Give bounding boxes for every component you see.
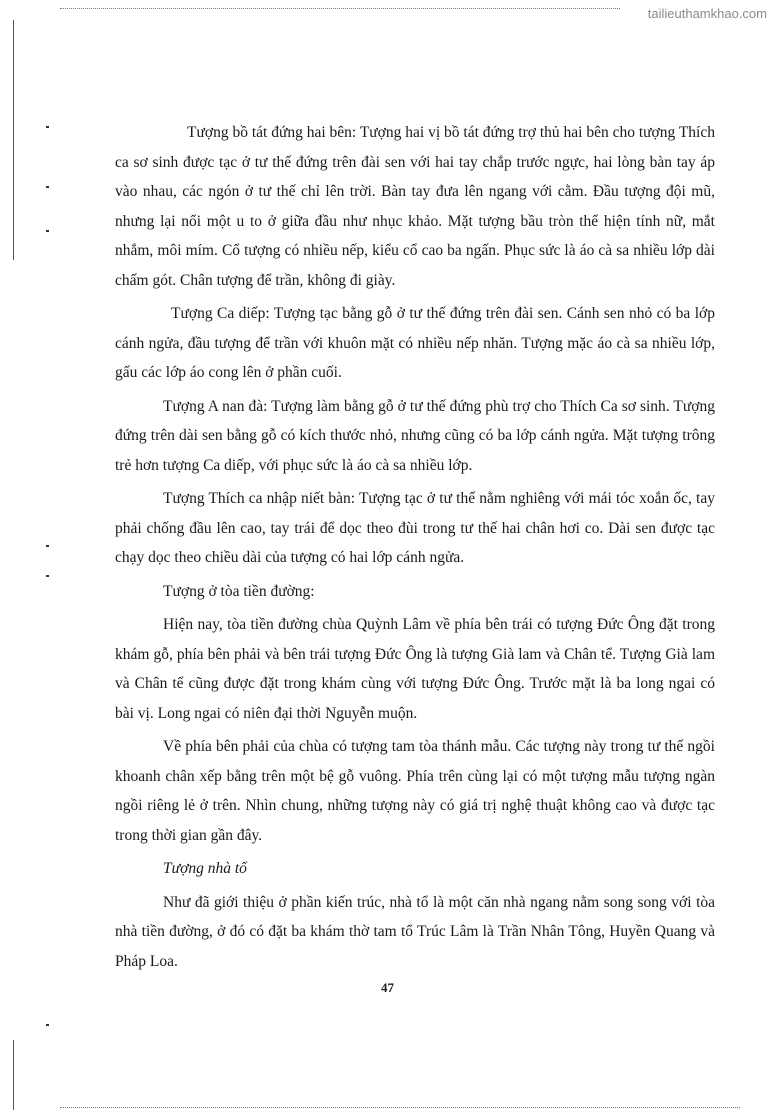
scan-mark	[46, 545, 49, 547]
paragraph-tam-toa-thanh-mau: Về phía bên phải của chùa có tượng tam tòa thánh mẫu. Các tượng này trong tư thế ngồi khoanh chân xếp bằng trên một bệ gỗ vuông. Phía trên cùng lại có một tượng mẫu tượng ngàn ngồi riêng lẻ ở trên. Nhìn chung, những tượng này có giá trị nghệ thuật không cao và được tạc trong thời gian gần đây.	[115, 738, 715, 844]
scan-artifact-left-line	[13, 20, 14, 260]
paragraph-nha-to: Như đã giới thiệu ở phần kiến trúc, nhà tổ là một căn nhà ngang nằm song song với tòa nhà tiền đường, ở đó có đặt ba khám thờ tam tổ Trúc Lâm là Trần Nhân Tông, Huyền Quang và Pháp Loa.	[115, 893, 715, 970]
scan-artifact-bottom	[60, 1107, 740, 1112]
scan-mark	[46, 230, 49, 232]
paragraph-a-nan-da: Tượng A nan đà: Tượng làm bằng gỗ ở tư thế đứng phù trợ cho Thích Ca sơ sinh. Tượng đứng trên dài sen bằng gỗ có kích thước nhỏ, nhưng cũng có ba lớp cánh ngửa. Mặt tượng trông trẻ hơn tượng Ca diếp, với phục sức là áo cà sa nhiều lớp.	[115, 397, 715, 474]
paragraph-bo-tat: Tượng bồ tát đứng hai bên: Tượng hai vị bồ tát đứng trợ thủ hai bên cho tượng Thích ca sơ sinh được tạc ở tư thế đứng trên đài sen với hai tay chắp trước ngực, hai lòng bàn tay áp vào nhau, các ngón ở tư thế chỉ lên trời. Bàn tay đưa lên ngang với cằm. Đầu tượng đội mũ, nhưng lại nổi một u to ở giữa đầu như nhục khảo. Mặt tượng bầu tròn thể hiện tính nữ, mắt nhắm, môi mím. Cổ tượng có nhiều nếp, kiểu cổ cao ba ngấn. Phục sức là áo cà sa nhiều lớp dài chấm gót. Chân tượng để trần, không đi giày.	[115, 124, 715, 289]
scan-mark	[46, 186, 49, 188]
section-heading-nha-to: Tượng nhà tổ	[163, 860, 247, 877]
watermark: tailieuthamkhao.com	[647, 6, 767, 21]
scan-mark	[46, 126, 49, 128]
scan-artifact-top	[60, 8, 620, 15]
document-body	[115, 118, 715, 980]
paragraph-thich-ca-niet-ban: Tượng Thích ca nhập niết bàn: Tượng tạc ở tư thế nằm nghiêng với mái tóc xoắn ốc, tay phải chống đầu lên cao, tay trái để dọc theo đùi trong tư thế hai chân hơi co. Dài sen được tạc chạy dọc theo chiều dài của tượng có hai lớp cánh ngửa.	[115, 490, 715, 566]
paragraph-ca-diep: Tượng Ca diếp: Tượng tạc bằng gỗ ở tư thế đứng trên đài sen. Cánh sen nhỏ có ba lớp cánh ngửa, đầu tượng để trần với khuôn mặt có nhiều nếp nhăn. Tượng mặc áo cà sa nhiều lớp, gấu các lớp áo cong lên ở phần cuối.	[115, 305, 715, 381]
paragraph-toa-tien-duong-heading: Tượng ở tòa tiền đường:	[163, 582, 315, 600]
scan-mark	[46, 1024, 49, 1026]
page-number: 47	[381, 980, 394, 995]
paragraph-duc-ong: Hiện nay, tòa tiền đường chùa Quỳnh Lâm về phía bên trái có tượng Đức Ông đặt trong khám gỗ, phía bên phải và bên trái tượng Đức Ông là tượng Già lam và Chân tể. Tượng Già lam và Chân tể cũng được đặt trong khám cùng với tượng Đức Ông. Trước mặt là ba long ngai có bài vị. Long ngai có niên đại thời Nguyễn muộn.	[115, 616, 715, 722]
scan-artifact-left-line-lower	[13, 1040, 14, 1110]
scan-mark	[46, 575, 49, 577]
